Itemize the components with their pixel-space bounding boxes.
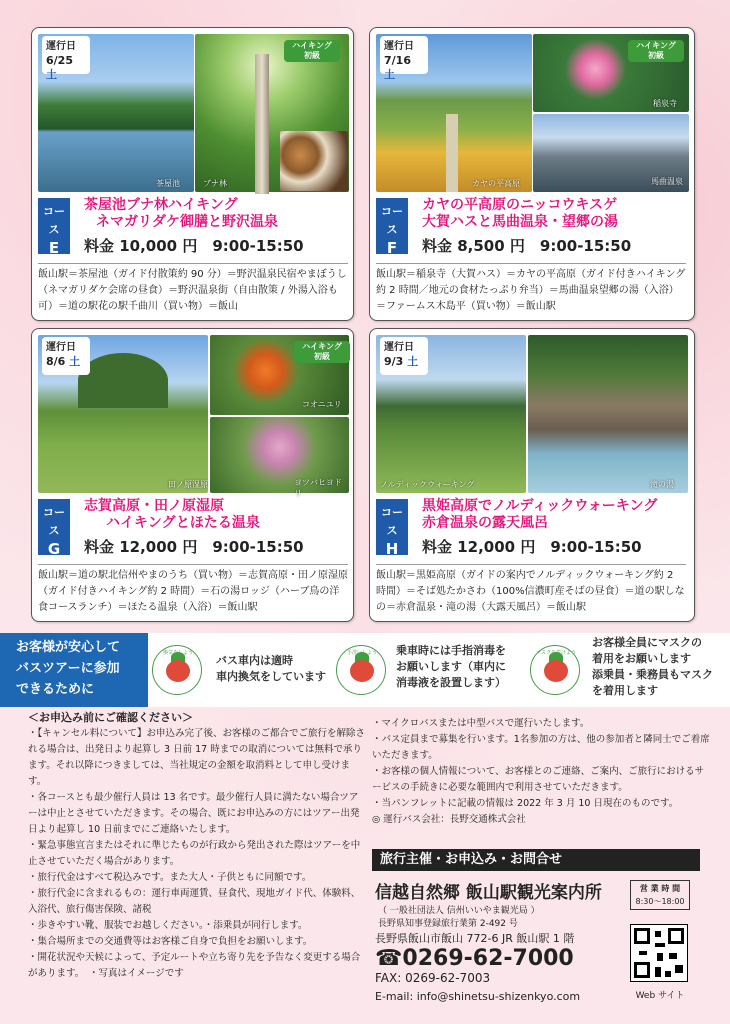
weekday-text: 土: [384, 68, 395, 81]
note-item: ・歩きやすい靴、服装でお越しください。・添乗員が同行します。: [28, 920, 308, 931]
business-hours: 営 業 時 間 8:30〜18:00: [630, 880, 690, 910]
course-card-h: [369, 328, 695, 622]
date-text: 7/16: [384, 54, 411, 67]
operating-day-badge: 運行日 8/6 土: [42, 337, 90, 375]
operating-day-badge: 運行日 6/25 土: [42, 36, 90, 74]
course-label: コース H: [376, 499, 408, 555]
price-time: 料金 8,500 円 9:00-15:50: [422, 237, 632, 255]
photo-caption: カヤの平高原: [472, 179, 520, 188]
route-text: 飯山駅＝黒姫高原（ガイドの案内でノルディックウォーキング約 2 時間）＝そば処たかさわ（100%信濃町産そばの昼食）＝道の駅しなの＝赤倉温泉・滝の湯（大露天風呂）＝飯山駅: [376, 564, 686, 616]
course-title: 黒姫高原でノルディックウォーキング 赤倉温泉の露天風呂: [422, 498, 658, 531]
note-item: ・集合場所までの交通費等はお客様ご自身で負担をお願いします。: [28, 936, 313, 947]
boardwalk: [446, 114, 458, 192]
phone-number[interactable]: ☎0269-62-7000: [375, 946, 574, 971]
route-text: 飯山駅＝稲泉寺（大賀ハス）＝カヤの平高原（ガイド付きハイキング約 2 時間／地元の食材たっぷり弁当）＝馬曲温泉望郷の湯（入浴）＝ファームス木島平（買い物）＝飯山駅: [376, 263, 686, 315]
address: 長野県飯山市飯山 772-6 JR 飯山駅 1 階: [375, 932, 575, 945]
website-label: Web サイト: [635, 991, 685, 1001]
ventilation-mascot-icon: 換気をしよう: [152, 645, 202, 695]
sanitizer-text: 乗車時には手指消毒を お願いします（車内に 消毒液を設置します）: [396, 644, 506, 689]
note-item: ・各コースとも最少催行人員は 13 名です。最少催行人員に満たない場合ツアーは中止とさせていただきます。その場合、既にお申込みの方にはツアー出発日より起算し 10 日前までにご連絡いたします。: [28, 792, 360, 835]
mountain: [78, 353, 168, 408]
photo-caption: コオニユリ: [302, 400, 342, 409]
note-item: ・マイクロバスまたは中型バスで運行いたします。: [372, 718, 590, 729]
course-label: コース F: [376, 198, 408, 254]
tree-trunk: [255, 54, 269, 194]
note-item: ・当パンフレットに記載の情報は 2022 年 3 月 10 日現在のものです。: [372, 798, 679, 809]
photo-caption: ブナ林: [203, 179, 227, 188]
organizer-name: 信越自然郷 飯山駅観光案内所: [375, 883, 602, 903]
weekday-text: 土: [69, 355, 81, 368]
course-label: コース E: [38, 198, 70, 254]
course-title: カヤの平高原のニッコウキスゲ 大賀ハスと馬曲温泉・望郷の湯: [422, 197, 618, 230]
ventilation-text: バス車内は適時 車内換気をしています: [216, 654, 326, 683]
notes-right-column: [372, 716, 712, 828]
organizer-sub: （ 一般社団法人 信州いいやま観光局 ）: [378, 906, 540, 916]
notes-left-column: [28, 710, 366, 982]
operating-day-badge: 運行日 9/3 土: [380, 337, 428, 375]
photo-caption: 馬曲温泉: [651, 177, 683, 186]
notes-heading: ＜お申込み前にご確認ください＞: [28, 711, 193, 724]
photo-magari-onsen: [533, 114, 689, 192]
course-title: 茶屋池ブナ林ハイキング ネマガリダケ御膳と野沢温泉: [84, 197, 278, 230]
price-time: 料金 12,000 円 9:00-15:50: [84, 538, 304, 556]
note-item: ・旅行代金はすべて税込みです。また大人・子供ともに同額です。: [28, 872, 312, 883]
photo-meal: [280, 131, 348, 191]
email-address[interactable]: E-mail: info@shinetsu-shizenkyo.com: [375, 990, 581, 1003]
license-number: 長野県知事登録旅行業第 2-492 号: [378, 919, 518, 929]
note-item: ・旅行代金に含まれるもの：運行車両運賃、昼食代、現地ガイド代、体験料、入浴代、旅行傷害保険、諸税: [28, 888, 361, 915]
course-card-f: [369, 27, 695, 321]
note-item: ・お客様の個人情報について、お客様とのご連絡、ご案内、ご旅行におけるサービスの手続きに必要な範囲内で利用させていただきます。: [372, 766, 705, 793]
weekday-text: 土: [407, 355, 419, 368]
photo-caption: 田ノ原湿原: [168, 480, 208, 489]
date-text: 8/6: [46, 355, 66, 368]
photo-caption: ヨツバヒヨドリ: [294, 478, 342, 498]
course-label: コース G: [38, 499, 70, 555]
price-time: 料金 12,000 円 9:00-15:50: [422, 538, 642, 556]
photo-caption: 滝の湯: [650, 480, 674, 489]
price-time: 料金 10,000 円 9:00-15:50: [84, 237, 304, 255]
note-item: ・バス定員まで募集を行います。1名参加の方は、他の参加者と隣同士でご着席いただきます。: [372, 734, 710, 761]
safety-measures-band: [0, 633, 730, 707]
mask-text: お客様全員にマスクの 着用をお願いします 添乗員・乗務員もマスク を着用します: [592, 636, 713, 697]
route-text: 飯山駅＝道の駅北信州やまのうち（買い物）＝志賀高原・田ノ原湿原（ガイド付きハイキング約 2 時間）＝石の湯ロッジ（ハーブ鳥の洋食コースランチ）＝ほたる温泉（入浴）＝飯山駅: [38, 564, 348, 616]
hiking-level-badge: ハイキング 初級: [284, 40, 340, 62]
qr-code-icon[interactable]: [630, 924, 688, 982]
organizer-bar: 旅行主催・お申込み・お問合せ: [372, 849, 700, 871]
date-text: 9/3: [384, 355, 404, 368]
fax-number: FAX: 0269-62-7003: [375, 971, 491, 985]
hiking-level-badge: ハイキング 初級: [294, 341, 350, 363]
photo-caption: 稲泉寺: [653, 99, 677, 108]
mask-mascot-icon: マスクを着けよう: [530, 645, 580, 695]
photo-caption: ノルディックウォーキング: [380, 480, 475, 489]
photo-takinoyu: [528, 335, 688, 493]
course-card-e: [31, 27, 354, 321]
safety-heading: お客様が安心して バスツアーに参加 できるために: [0, 633, 148, 707]
handwash-mascot-icon: 手洗いしよう: [336, 645, 386, 695]
hiking-level-badge: ハイキング 初級: [628, 40, 684, 62]
note-item: ・緊急事態宣言またはそれに準じたものが行政から発出された際はツアーを中止させていただく場合があります。: [28, 840, 361, 867]
route-text: 飯山駅＝茶屋池（ガイド付散策約 90 分）＝野沢温泉民宿やまぼうし（ネマガリダケ会席の昼食）＝野沢温泉街（自由散策 / 外湯入浴も可）＝道の駅花の駅千曲川（買い物）＝飯山: [38, 263, 348, 315]
photo-yotsubahiyodori: [210, 417, 349, 498]
weekday-text: 土: [46, 68, 57, 81]
note-item: ・開花状況や天候によって、予定ルートや立ち寄り先を予告なく変更する場合があります。 ・写真はイメージです: [28, 952, 361, 979]
note-item: ◎ 運行バス会社：長野交通株式会社: [372, 814, 526, 825]
date-text: 6/25: [46, 54, 73, 67]
course-title: 志賀高原・田ノ原湿原 ハイキングとほたる温泉: [84, 498, 260, 531]
photo-caption: 茶屋池: [156, 179, 180, 188]
course-card-g: [31, 328, 354, 622]
note-item: ・【キャンセル料について】お申込み完了後、お客様のご都合でご旅行を解除される場合は、出発日より起算し 3 日前 17 時までの取消については無料で承ります。それ以降につきましては、当社規定の金額を取消料として申し受けます。: [28, 728, 366, 787]
operating-day-badge: 運行日 7/16 土: [380, 36, 428, 74]
